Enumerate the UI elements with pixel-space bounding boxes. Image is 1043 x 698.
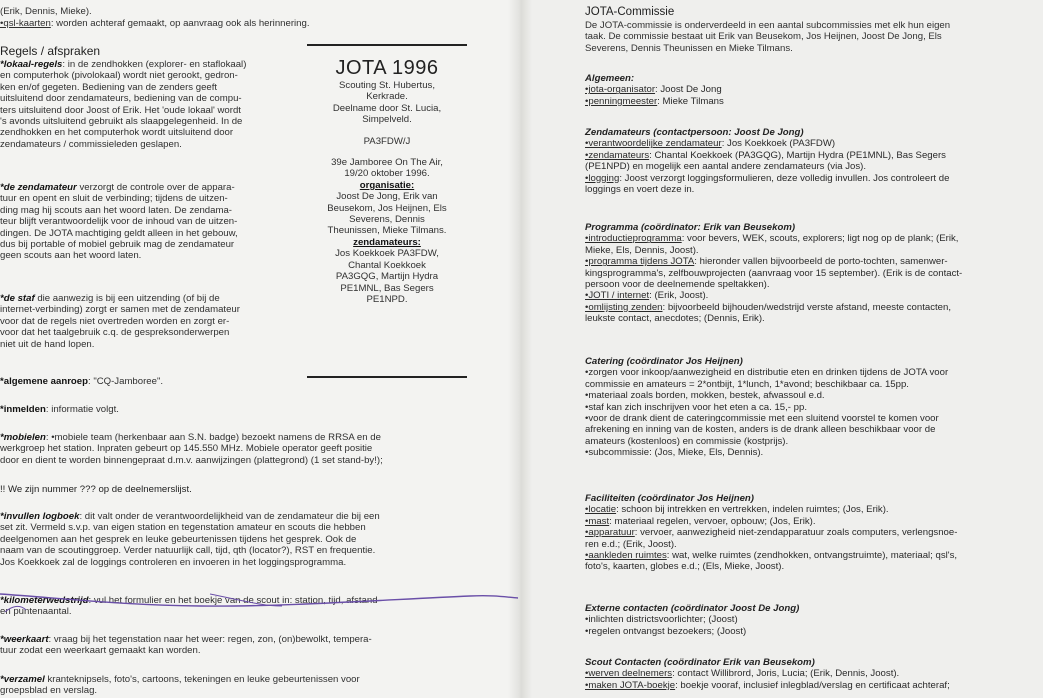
line-text: •staf kan zich inschrijven voor het eten a ca. 15,- pp. [585,401,808,413]
line-text: : Joost verzorgt loggingsformulieren, deze volledig invullen. Jos controleert de [619,172,950,184]
underlined-term: •apparatuur [585,527,635,539]
line-text: dingen. De JOTA machtiging geldt alleen in het gebouw, [0,227,238,239]
box-line: Jos Koekkoek PA3FDW, [335,248,439,260]
box-line: Beusekom, Jos Heijnen, Els [327,202,447,214]
text-line [585,561,957,572]
keyword: *de zendamateur [0,182,77,193]
line-text: niet uit de hand lopen. [0,338,95,350]
line-text: groepsblad en verslag. [0,685,98,697]
text-line [585,96,724,107]
text-line [585,680,950,691]
line-text: foto's, kaarten, globes e.d.; (Els, Mieke, Joost). [585,561,785,573]
text-line [585,447,948,458]
box-line: PE1MNL, Bas Segers [340,282,434,294]
text-line [585,516,957,527]
line-text: zendhokken en het computerhok wordt uitsluitend door [0,127,234,139]
line-text: deelgenomen aan het gesprek en leuke gebeurtenissen tijdens het gesprek. Ook de [0,533,357,545]
line-text: •zorgen voor inkoop/aanwezigheid en distributie eten en drinken tijdens de JOTA voor [585,367,949,379]
top-line-1: (Erik, Dennis, Mieke). [0,6,92,17]
line-text: : contact Willibrord, Joris, Lucia; (Erik, Dennis, Joost). [672,668,900,680]
box-line: Kerkrade. [366,91,408,103]
section-title: Algemeen: [585,73,635,84]
commissie-heading: JOTA-Commissie [585,6,675,18]
keyword: *kilometerwedstrijd [0,595,89,606]
line-text: : Jos Koekkoek (PA3FDW) [721,138,836,150]
line-text: : (Erik, Joost). [649,290,709,302]
line-text: Mieke, Els, Dennis, Joost). [585,244,699,256]
text-line [585,626,799,637]
box-line: Joost De Jong, Erik van [336,191,438,203]
text-line [585,390,948,401]
line-text: •voor de drank dient de cateringcommissie met een sluitend voorstel te komen voor [585,413,939,425]
section-title: Programma (coördinator: Erik van Beusekom) [585,222,796,233]
line-text: •subcommissie: (Jos, Mieke, Els, Dennis). [585,447,764,459]
underlined-term: •mast [585,515,610,527]
callsign: PA3FDW/J [363,135,411,147]
intro-line: De JOTA-commissie is onderverdeeld in een aantal subcommissies met elk hun eigen [585,20,951,31]
line-text: •inlichten districtsvoorlichter; (Joost) [585,614,738,626]
line-text: ters uitsluitend door Joost of Erik. Het 'oude lokaal' wordt [0,104,241,116]
text-line [585,413,948,424]
line-text: (PE1NPD) en mogelijk een aantal andere zendamateurs (via Jos). [585,161,867,173]
box-line: Deelname door St. Lucia, [332,102,442,114]
subcommissie-section [585,356,948,459]
line-text: : schoon bij intrekken en vertrekken, indelen ruimtes; (Jos, Erik). [616,504,889,516]
line-text: loggings en voert deze in. [585,184,695,196]
intro-line: taak. De commissie bestaat uit Erik van Beusekom, Jos Heijnen, Joost De Jong, Els [585,31,942,43]
zendamateurs-heading: zendamateurs: [353,236,421,248]
subcommissie-section [585,603,799,637]
subcommissie-section [585,657,950,691]
line-text: kingsprogramma's, zelfbouwprojecten (aanvraag voor 15 september). (Erik is de contact- [585,267,963,279]
section-title: Zendamateurs (contactpersoon: Joost De Jong) [585,127,804,138]
line-text: : •mobiele team (herkenbaar aan S.N. badge) bezoekt namens de RRSA en de [45,432,381,443]
section-title: Catering (coördinator Jos Heijnen) [585,356,743,367]
keyword: *verzamel [0,674,45,685]
box-line: Severens, Dennis [349,214,425,226]
box-line: Scouting St. Hubertus, [339,80,435,91]
line-text: voor dat de regels niet overtreden worden en zorgt er- [0,315,230,327]
keyword: *invullen logboek [0,511,80,522]
jota-title: JOTA 1996 [335,57,439,79]
text-line [585,184,949,195]
underlined-term: •werven deelnemers [585,668,673,680]
text-line [585,379,948,390]
subcommissie-section [585,222,962,325]
line-text: teur blijft verantwoordelijk voor de inhoud van de uitzen- [0,216,238,228]
line-text: set zit. Vermeld s.v.p. van eigen station en tegenstation amateur en scouts die hebben [0,522,366,534]
underlined-term: •omlijsting zenden [585,301,663,313]
intro-line: Severens, Dennis Theunissen en Mieke Tilmans. [585,42,793,54]
line-text: Jos Koekkoek zal de loggings controleren en invoeren in het loggingsprogramma. [0,556,347,568]
line-text: •regelen ontvangst bezoekers; (Joost) [585,625,747,637]
line-text: : dit valt onder de verantwoordelijkheid van de zendamateur die bij een [79,511,380,522]
line-text: afrekening en inning van de kosten, anders is de drank alleen beschikbaar voor de [585,424,936,436]
line-text: : hieronder vallen bijvoorbeeld de porto-tochten, samenwer- [694,256,948,268]
section-title: Faciliteiten (coördinator Jos Heijnen) [585,493,754,504]
text-line [585,173,949,184]
organisatie-heading: organisatie: [359,179,415,191]
line-text: : boekje vooraf, inclusief inlegblad/verslag en certificaat achteraf; [675,679,950,691]
qsl-line: •qsl-kaarten: worden achteraf gemaakt, op aanvraag ook als herinnering. [0,18,310,29]
line-text: en computerhok (pivolokaal) wordt niet gerookt, gedron- [0,70,238,82]
text-line [585,279,962,290]
line-text: : vul het formulier en het boekje van de scout in: station, tijd, afstand [88,595,378,606]
text-line [585,302,962,313]
line-text: : voor bevers, WEK, scouts, explorers; ligt nog op de plank; (Erik, [681,233,959,245]
underlined-term: •programma tijdens JOTA [585,256,695,268]
underlined-term: •jota-organisator [585,84,656,96]
text-line [585,668,950,679]
inmelden-line: *inmelden: informatie volgt. [0,404,119,415]
text-line [585,256,962,267]
aanroep-line: *algemene aanroep: "CQ-Jamboree". [0,376,164,387]
keyword: *weerkaart [0,634,49,645]
line-text: leukste contact, anecdotes; (Dennis, Erik). [585,313,765,325]
text-line [585,527,957,538]
line-text: tuur en opent en sluit de verbinding; tijdens de uitzen- [0,193,228,205]
line-text: dus bij portable of mobiel gebruik mag de zendamateur [0,239,235,251]
underlined-term: •JOTI / internet [585,290,650,302]
line-text: internet-verbinding) zorgt er samen met de zendamateur [0,304,240,316]
keyword: *mobielen [0,432,46,443]
box-line: 19/20 oktober 1996. [344,168,430,180]
underlined-term: •locatie [585,504,617,516]
line-text: naam van de scoutinggroep. Verder natuurlijk call, tijd, qth (locator?), RST en frequentie. [0,545,376,557]
box-line: Simpelveld. [362,114,412,126]
line-text: : in de zendhokken (explorer- en staflokaal) [62,59,247,70]
line-text: : vervoer, aanwezigheid niet-zendapparatuur zoals computers, verlengsnoe- [634,527,958,539]
text-line [585,436,948,447]
box-line: PA3GQG, Martijn Hydra [335,271,439,283]
subcommissie-section [585,127,949,195]
line-text: : vraag bij het tegenstation naar het weer: regen, zon, (on)bewolkt, tempera- [48,634,372,645]
text-line [585,245,962,256]
nummer-line: !! We zijn nummer ??? op de deelnemerslijst. [0,484,192,495]
line-text: kranteknipsels, foto's, cartoons, tekeningen en leuke gebeurtenissen voor [44,674,360,685]
keyword: *de staf [0,293,35,304]
line-text: commissie en amateurs = 2*ontbijt, 1*lunch, 1*avond; beschikbaar ca. 15pp. [585,378,909,390]
box-line: Theunissen, Mieke Tilmans. [327,225,447,237]
line-text: uitsluitend door zendamateurs, bediening van de compu- [0,93,242,105]
line-text: werkgroep het station. Inpraten gebeurt op 145.550 MHz. Mobiele operator geeft positie [0,443,373,455]
text-line [585,550,957,561]
line-text: : wat, welke ruimtes (zendhokken, ontvangstruimte), materiaal; qsl's, [666,550,958,562]
text-line [585,268,962,279]
subcommissie-section [585,493,957,573]
line-text: verzorgt de controle over de appara- [76,182,235,193]
line-text: : Joost De Jong [655,84,722,96]
text-line [585,313,962,324]
pen-scribble [0,0,520,698]
box-line: PE1NPD. [366,293,408,305]
line-text: ken en/of gegeten. Bediening van de zenders geeft [0,81,218,93]
underlined-term: •aankleden ruimtes [585,550,667,562]
line-text: amateurs (kostenloos) en commissie (kostprijs). [585,435,789,447]
section-title: Scout Contacten (coördinator Erik van Beusekom) [585,657,815,668]
text-line [585,424,948,435]
line-text: ding mag hij scouts aan het woord laten. De zendama- [0,204,232,216]
text-line [585,161,949,172]
line-text: door en dient te worden binnengepraat d.m.v. aanwijzingen (plattegrond) (1 set stand-by!); [0,454,383,466]
underlined-term: •zendamateurs [585,149,650,161]
line-text: geen scouts aan het woord laten. [0,250,142,262]
text-line [585,138,949,149]
line-text: en puntenaantal. [0,606,72,618]
underlined-term: •verantwoordelijke zendamateur [585,138,722,150]
line-text: voor dat het taalgebruik c.q. de gespreksonderwerpen [0,327,230,339]
line-text: ren e.d.; (Erik, Joost). [585,538,677,550]
line-text: : bijvoorbeeld bijhouden/wedstrijd verste afstand, meeste contacten, [662,301,952,313]
text-line [585,614,799,625]
text-line [585,367,948,378]
line-text: 's avonds uitsluitend gebruikt als slaapgelegenheid. In de [0,116,243,128]
line-text: •materiaal zoals borden, mokken, bestek, afwassoul e.d. [585,390,825,402]
text-line [585,84,724,95]
line-text: : Chantal Koekkoek (PA3GQG), Martijn Hydra (PE1MNL), Bas Segers [649,149,946,161]
underlined-term: •logging [585,172,620,184]
text-line [585,150,949,161]
regels-heading: Regels / afspraken [0,44,101,58]
commissie-intro [585,20,950,54]
underlined-term: •maken JOTA-boekje [585,679,676,691]
line-text: persoon voor de deelnemende speltakken). [585,279,770,291]
text-line [585,402,948,413]
line-text: : materiaal regelen, vervoer, opbouw; (Jos, Erik). [609,515,816,527]
line-text: : Mieke Tilmans [657,95,724,107]
section-title: Externe contacten (coördinator Joost De Jong) [585,603,800,614]
text-line [585,290,962,301]
underlined-term: •introductieprogramma [585,233,682,245]
line-text: die aanwezig is bij een uitzending (of bij de [34,293,220,304]
line-text: tuur zodat een weerkaart gemaakt kan worden. [0,645,201,657]
subcommissie-section [585,73,724,107]
text-line [585,539,957,550]
keyword: *lokaal-regels [0,59,63,70]
underlined-term: •penningmeester [585,95,658,107]
box-line: 39e Jamboree On The Air, [331,157,443,169]
line-text: zendamateurs / commissieleden geslapen. [0,138,182,150]
text-line [585,233,962,244]
text-line [585,504,957,515]
box-line: Chantal Koekkoek [348,259,426,271]
